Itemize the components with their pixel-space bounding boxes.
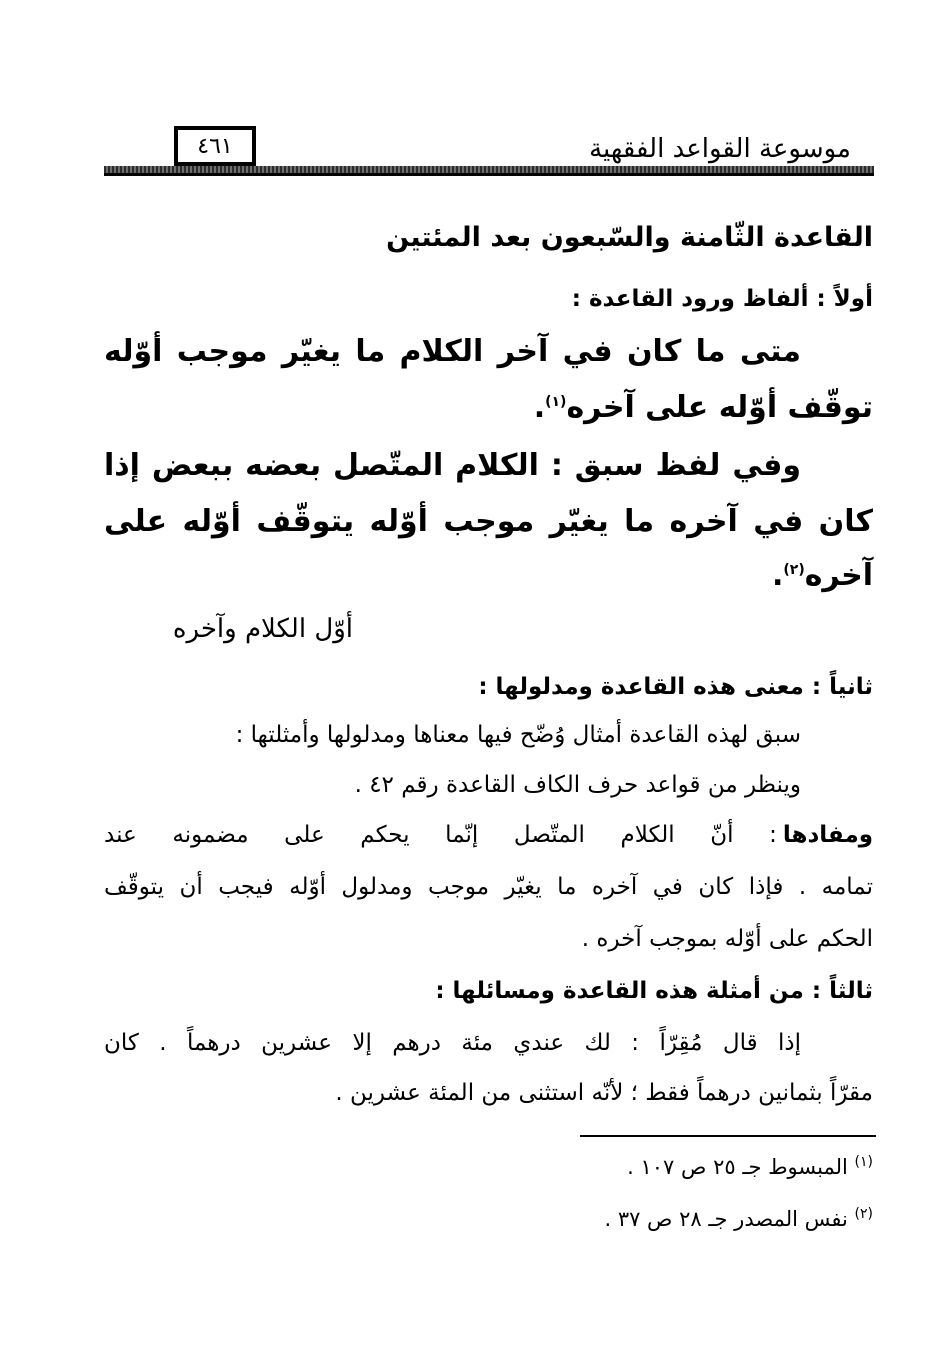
section2-line3-text: : أنّ الكلام المتّصل إنّما يحكم على مضمونه عند	[104, 822, 777, 848]
book-title: موسوعة القواعد الفقهية	[589, 134, 851, 164]
alt-text-line2: كان في آخره ما يغيّر موجب أوّله يتوقّف أوّله على	[104, 504, 873, 539]
section2-line1: سبق لهذه القاعدة أمثال وُضّح فيها معناها ومدلولها وأمثلتها :	[235, 722, 801, 748]
section1-heading: أولاً : ألفاظ ورود القاعدة :	[571, 286, 873, 312]
rule-text-end: .	[533, 390, 546, 425]
header-rule-bottom	[104, 173, 874, 176]
header-rule	[104, 166, 874, 173]
footnote-2-text: نفس المصدر جـ ٢٨ ص ٣٧ .	[604, 1207, 848, 1231]
alt-text-line1: وفي لفظ سبق : الكلام المتّصل بعضه ببعض إذا	[104, 448, 801, 483]
footnote-2-marker: (٢)	[854, 1206, 873, 1222]
alt-text-line3-text: آخره	[804, 558, 873, 593]
section2-line3	[104, 822, 873, 848]
section2-line4: تمامه . فإذا كان في آخره ما يغيّر موجب ومدلول أوّله فيجب أن يتوقّف	[104, 874, 873, 900]
page-number: ٤٦١	[197, 133, 233, 159]
rule-text-line1: متى ما كان في آخر الكلام ما يغيّر موجب أوّله	[104, 334, 801, 369]
footnote-2	[604, 1206, 873, 1231]
section3-heading: ثالثاً : من أمثلة هذه القاعدة ومسائلها :	[435, 978, 873, 1004]
rule-text-line2-text: توقّف أوّله على آخره	[566, 390, 873, 425]
footnote-ref-1: (١)	[545, 394, 567, 410]
section3-line1: إذا قال مُقِرّاً : لك عندي مئة درهم إلا عشرين درهماً . كان	[104, 1030, 801, 1056]
rule-title: القاعدة الثّامنة والسّبعون بعد المئتين	[386, 222, 873, 253]
meaning-label: ومفادها	[782, 822, 873, 848]
alt-text-line3	[772, 558, 873, 593]
footnote-1-text: المبسوط جـ ٢٥ ص ١٠٧ .	[627, 1155, 848, 1179]
footnote-rule	[580, 1135, 876, 1137]
section2-line2: وينظر من قواعد حرف الكاف القاعدة رقم ٤٢ .	[354, 772, 801, 798]
short-form-label: أوّل الكلام وآخره	[172, 614, 353, 644]
alt-text-end: .	[771, 558, 784, 593]
page-number-box	[174, 126, 256, 166]
footnote-1-marker: (١)	[854, 1154, 873, 1170]
section2-heading: ثانياً : معنى هذه القاعدة ومدلولها :	[478, 674, 873, 700]
section2-line5: الحكم على أوّله بموجب آخره .	[581, 926, 873, 952]
rule-text-line2	[534, 390, 873, 425]
footnote-ref-2: (٢)	[783, 562, 805, 578]
section3-line2: مقرّاً بثمانين درهماً فقط ؛ لأنّه استثنى من المئة عشرين .	[335, 1080, 873, 1106]
footnote-1	[627, 1154, 873, 1179]
